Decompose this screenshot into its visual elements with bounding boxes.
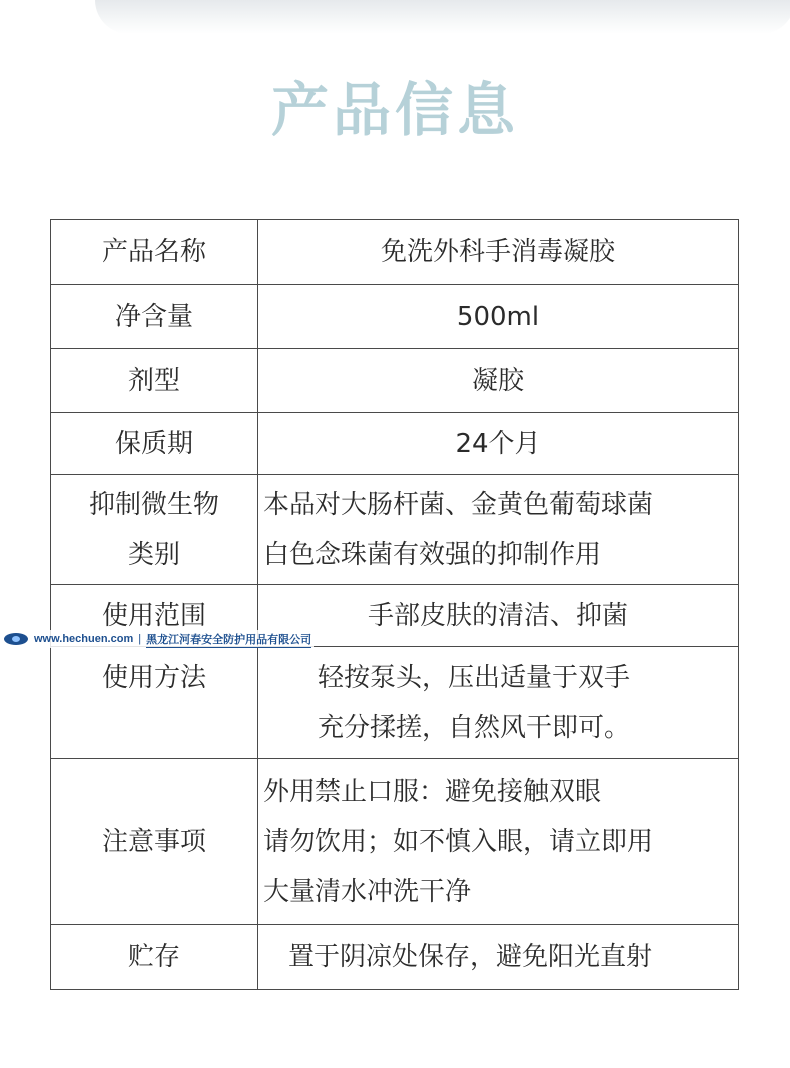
row-label — [51, 925, 258, 990]
value-line: 本品对大肠杆菌、金黄色葡萄球菌 — [263, 489, 654, 520]
row-label — [51, 647, 258, 759]
row-label — [51, 475, 258, 585]
row-label — [51, 413, 258, 475]
label-line: 净含量 — [114, 301, 193, 332]
value-line: 500ml — [456, 301, 540, 332]
watermark-company: 黑龙江河春安全防护用品有限公司 — [146, 631, 311, 648]
row-value — [258, 220, 739, 285]
product-info-table — [50, 219, 739, 990]
top-shadow-decoration — [95, 0, 790, 34]
table-row — [51, 925, 739, 990]
value-line: 24个月 — [455, 428, 541, 459]
label-line: 使用范围 — [101, 600, 206, 631]
row-value — [258, 925, 739, 990]
label-line: 产品名称 — [101, 237, 206, 267]
watermark-url: www.hechuen.com — [34, 633, 134, 645]
row-label — [51, 349, 258, 413]
label-line: 抑制微生物 — [88, 489, 219, 520]
value-line: 置于阴凉处保存，避免阳光直射 — [288, 942, 653, 972]
row-label — [51, 759, 258, 925]
value-line: 免洗外科手消毒凝胶 — [380, 237, 615, 267]
value-line: 充分揉搓，自然风干即可。 — [318, 712, 631, 743]
table-row — [51, 647, 739, 759]
value-line: 白色念珠菌有效强的抑制作用 — [263, 539, 602, 570]
label-line: 贮存 — [127, 942, 180, 972]
value-line: 大量清水冲洗干净 — [263, 876, 472, 907]
watermark-separator: | — [138, 633, 142, 645]
row-value — [258, 585, 739, 647]
row-value — [258, 285, 739, 349]
table-row — [51, 349, 739, 413]
value-line: 凝胶 — [471, 365, 524, 396]
label-line: 注意事项 — [101, 826, 206, 857]
label-line: 剂型 — [127, 365, 180, 396]
watermark-banner — [0, 630, 314, 648]
label-line: 使用方法 — [101, 663, 206, 693]
label-line: 保质期 — [114, 428, 193, 459]
row-value — [258, 759, 739, 925]
table-row — [51, 759, 739, 925]
page-title: 产品信息 — [270, 76, 519, 144]
table-row — [51, 285, 739, 349]
value-line: 轻按泵头，压出适量于双手 — [318, 662, 631, 693]
value-line: 请勿饮用；如不慎入眼，请立即用 — [263, 826, 654, 857]
row-value — [258, 475, 739, 585]
table-row — [51, 220, 739, 285]
row-label — [51, 285, 258, 349]
value-line: 外用禁止口服：避免接触双眼 — [263, 776, 602, 807]
row-value — [258, 413, 739, 475]
row-value — [258, 349, 739, 413]
value-line: 手部皮肤的清洁、抑菌 — [367, 600, 628, 631]
label-line: 类别 — [127, 539, 180, 570]
row-value — [258, 647, 739, 759]
row-label — [51, 220, 258, 285]
table-row — [51, 413, 739, 475]
eye-logo-icon — [4, 633, 28, 645]
table-row — [51, 475, 739, 585]
